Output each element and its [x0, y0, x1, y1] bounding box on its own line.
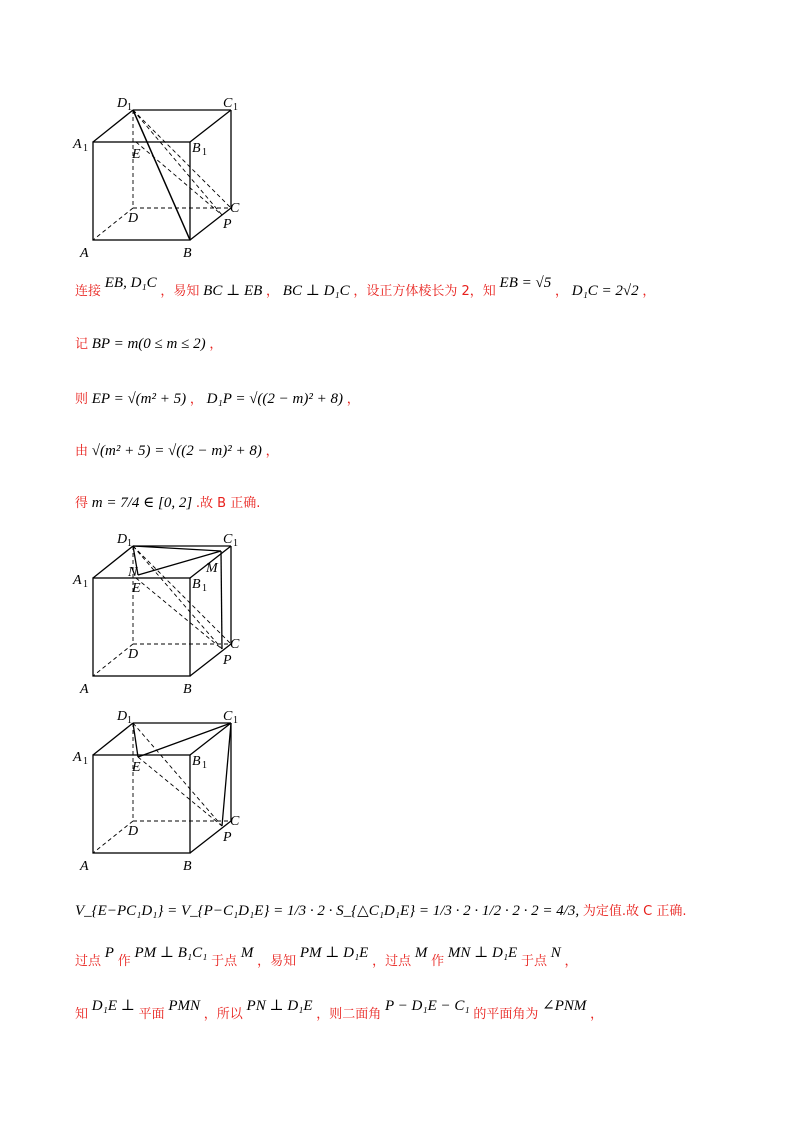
label-E: E	[132, 581, 141, 596]
label-B1: B	[192, 577, 201, 592]
label-B: B	[183, 682, 192, 697]
label-A: A	[80, 682, 89, 697]
line-2: 记 BP = m(0 ≤ m ≤ 2) ，	[75, 336, 223, 352]
label-C1: C	[223, 532, 233, 547]
label-C: C	[230, 637, 240, 652]
svg-text:1: 1	[233, 538, 238, 549]
cube-figure-1	[70, 90, 270, 265]
label-D1: D	[117, 532, 128, 547]
label-A: A	[80, 246, 89, 261]
label-P: P	[223, 830, 232, 845]
label-B1: B	[192, 141, 201, 156]
line-7: 过点 P 作 PM ⊥ B₁C₁ 于点 M ，易知 PM ⊥ D₁E ，过点 M 作 MN ⊥ D₁E 于点 N ，	[75, 945, 578, 969]
line-8: 知 D₁E ⊥ 平面 PMN ，所以 PN ⊥ D₁E ，则二面角 P − D₁E − C₁ 的平面角为 ∠PNM ，	[75, 998, 604, 1022]
svg-text:1: 1	[127, 715, 132, 726]
line-1: 连接 EB, D₁C ，易知 BC ⊥ EB ， BC ⊥ D₁C ，设正方体棱长为 2，知 EB = √5 ， D₁C = 2√2 ，	[75, 275, 656, 299]
label-D: D	[128, 211, 139, 226]
label-C: C	[230, 814, 240, 829]
cube-diagram-2	[70, 528, 270, 698]
label-D: D	[128, 824, 139, 839]
label-B: B	[183, 246, 192, 261]
label-A1: A	[73, 573, 82, 588]
label-M: M	[206, 561, 218, 576]
label-D: D	[128, 647, 139, 662]
line-4: 由 √(m² + 5) = √((2 − m)² + 8) ，	[75, 443, 279, 459]
label-E: E	[132, 147, 141, 162]
label-A1: A	[73, 137, 82, 152]
cube-diagram-1	[70, 90, 270, 265]
label-D1: D	[117, 96, 128, 111]
cube-figure-2	[70, 528, 270, 698]
label-A: A	[80, 859, 89, 874]
cube-figure-3	[70, 705, 270, 875]
svg-text:1: 1	[202, 583, 207, 594]
svg-text:1: 1	[233, 102, 238, 113]
label-C1: C	[223, 709, 233, 724]
label-D1: D	[117, 709, 128, 724]
svg-text:1: 1	[83, 579, 88, 590]
label-P: P	[223, 217, 232, 232]
svg-text:1: 1	[83, 143, 88, 154]
label-C1: C	[223, 96, 233, 111]
label-B: B	[183, 859, 192, 874]
label-B1: B	[192, 754, 201, 769]
line-5: 得 m = 7/4 ∈ [0, 2] .故 B 正确.	[75, 495, 261, 511]
svg-text:1: 1	[202, 147, 207, 158]
label-C: C	[230, 201, 240, 216]
line-6: V_{E−PC₁D₁} = V_{P−C₁D₁E} = 1/3 · 2 · S_{△C₁D₁E} = 1/3 · 2 · 1/2 · 2 · 2 = 4/3, 为定值.故 C 正确.	[75, 903, 687, 919]
svg-text:1: 1	[83, 756, 88, 767]
svg-text:1: 1	[202, 760, 207, 771]
cube-diagram-3	[70, 705, 270, 875]
svg-text:1: 1	[233, 715, 238, 726]
label-E: E	[132, 760, 141, 775]
line-3: 则 EP = √(m² + 5) ， D₁P = √((2 − m)² + 8) ，	[75, 391, 360, 407]
label-P: P	[223, 653, 232, 668]
label-N: N	[128, 565, 138, 580]
label-A1: A	[73, 750, 82, 765]
svg-text:1: 1	[127, 538, 132, 549]
svg-text:1: 1	[127, 102, 132, 113]
